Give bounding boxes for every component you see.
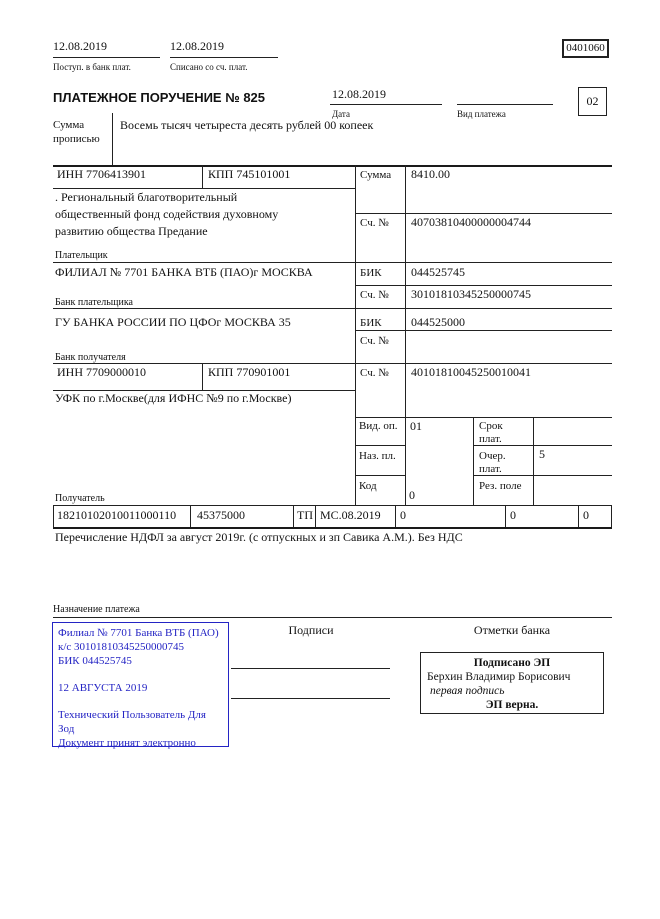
tax-basis: ТП: [297, 508, 313, 522]
sum-label: Сумма: [360, 169, 392, 181]
divider-line: [53, 262, 612, 263]
esign-title: Подписано ЭП: [473, 657, 551, 669]
divider-line: [53, 363, 612, 364]
divider-line: [405, 165, 406, 505]
tax-type: 0: [583, 508, 589, 522]
payer-bank-bik: 044525745: [411, 265, 465, 279]
payee-inn: ИНН 7709000010: [57, 365, 146, 379]
divider-line: [315, 505, 316, 527]
divider-line: [202, 165, 203, 188]
divider-line: [355, 285, 612, 286]
sum-value: 8410.00: [411, 167, 450, 181]
stamp-accepted: Документ принят электронно: [58, 737, 196, 749]
rez-pole-label: Рез. поле: [479, 480, 522, 492]
payer-account-label: Сч. №: [360, 217, 389, 229]
divider-line: [53, 617, 612, 618]
stamp-bik: БИК 044525745: [58, 655, 132, 667]
amount-words-label: Сумма прописью: [53, 119, 100, 145]
bank-marks-label: Отметки банка: [473, 623, 551, 637]
purpose-text: Перечисление НДФЛ за август 2019г. (с отпускных и зп Савика А.М.). Без НДС: [55, 530, 463, 544]
divider-line: [355, 213, 612, 214]
divider-line: [355, 475, 405, 476]
payer-bank-label: Банк плательщика: [55, 297, 133, 308]
debited-date: 12.08.2019: [170, 39, 224, 53]
esign-name: Берхин Владимир Борисович: [427, 671, 571, 683]
divider-line: [395, 505, 396, 527]
payee-bank-bik: 044525000: [411, 315, 465, 329]
payer-inn: ИНН 7706413901: [57, 167, 146, 181]
stamp-bank-name: Филиал № 7701 Банка ВТБ (ПАО): [58, 627, 219, 639]
payer-name-line: общественный фонд содействия духовному: [55, 207, 279, 221]
payer-label: Плательщик: [55, 250, 108, 261]
payee-bank-name: ГУ БАНКА РОССИИ ПО ЦФОг МОСКВА 35: [55, 315, 291, 329]
form-code: 0401060: [566, 42, 605, 54]
esign-verified: ЭП верна.: [485, 699, 539, 711]
divider-line: [53, 505, 54, 527]
divider-line: [355, 445, 405, 446]
purpose-label: Назначение платежа: [53, 604, 140, 615]
divider-line: [473, 417, 474, 505]
ocher-plat-value: 5: [539, 447, 545, 461]
signature-line: [231, 698, 390, 699]
divider-line: [505, 505, 506, 527]
stamp-user-line: Технический Пользователь Для: [58, 709, 206, 721]
signatures-label: Подписи: [288, 623, 334, 637]
page-title: ПЛАТЕЖНОЕ ПОРУЧЕНИЕ № 825: [53, 90, 266, 105]
divider-line: [457, 104, 553, 105]
srok-plat-label: Срок плат.: [479, 420, 503, 445]
esign-box: [420, 652, 604, 714]
tax-doc-date: 0: [510, 508, 516, 522]
date-label: Дата: [332, 109, 350, 119]
form-code-box: [562, 39, 609, 58]
divider-line: [578, 505, 579, 527]
stamp-date: 12 АВГУСТА 2019: [58, 682, 148, 694]
divider-line: [190, 505, 191, 527]
divider-line: [611, 505, 612, 527]
tax-period: МС.08.2019: [320, 508, 381, 522]
payer-bank-account: 30101810345250000745: [411, 287, 531, 301]
bank-stamp: [52, 622, 229, 747]
debited-date-label: Списано со сч. плат.: [170, 62, 248, 72]
received-date: 12.08.2019: [53, 39, 107, 53]
payer-kpp: КПП 745101001: [208, 167, 291, 181]
tax-doc-num: 0: [400, 508, 406, 522]
divider-line: [53, 505, 612, 506]
divider-line: [355, 165, 356, 505]
status-code: 02: [586, 94, 599, 108]
document-date: 12.08.2019: [332, 87, 386, 101]
payee-label: Получатель: [55, 493, 105, 504]
divider-line: [53, 57, 160, 58]
ocher-plat-label: Очер. плат.: [479, 450, 506, 475]
divider-line: [53, 188, 355, 189]
payee-bank-bik-label: БИК: [360, 317, 382, 329]
payer-account: 40703810400000004744: [411, 215, 531, 229]
tax-kbk: 18210102010011000110: [57, 508, 177, 522]
kod-value: 0: [409, 488, 415, 502]
payer-bank-account-label: Сч. №: [360, 289, 389, 301]
kod-label: Код: [359, 480, 377, 492]
payee-bank-label: Банк получателя: [55, 352, 126, 363]
payer-bank-bik-label: БИК: [360, 267, 382, 279]
received-date-label: Поступ. в банк плат.: [53, 62, 131, 72]
amount-words-value: Восемь тысяч четыреста десять рублей 00 копеек: [120, 118, 374, 132]
divider-line: [53, 308, 612, 309]
divider-line: [293, 505, 294, 527]
naz-pl-label: Наз. пл.: [359, 450, 396, 462]
stamp-user-line: Зод: [58, 723, 75, 735]
stamp-corr-account: к/с 30101810345250000745: [58, 641, 185, 653]
payee-name: УФК по г.Москве(для ИФНС №9 по г.Москве): [55, 391, 292, 405]
signature-line: [231, 668, 390, 669]
payer-name-line: . Региональный благотворительный: [55, 190, 238, 204]
divider-line: [355, 330, 612, 331]
payee-account-label: Сч. №: [360, 367, 389, 379]
payment-type-label: Вид платежа: [457, 109, 506, 119]
divider-line: [533, 417, 534, 505]
esign-signature-type: первая подпись: [430, 685, 505, 697]
divider-line: [112, 113, 113, 165]
payee-bank-account-label: Сч. №: [360, 335, 389, 347]
payer-name-line: развитию общества Предание: [55, 224, 208, 238]
divider-line: [202, 363, 203, 390]
divider-line: [170, 57, 278, 58]
vid-op-label: Вид. оп.: [359, 420, 398, 432]
divider-line: [330, 104, 442, 105]
vid-op-value: 01: [410, 419, 422, 433]
payer-bank-name: ФИЛИАЛ № 7701 БАНКА ВТБ (ПАО)г МОСКВА: [55, 265, 313, 279]
table-bottom-line: [53, 527, 612, 529]
tax-oktmo: 45375000: [197, 508, 245, 522]
divider-line: [355, 417, 612, 418]
payee-account: 40101810045250010041: [411, 365, 531, 379]
status-code-box: [578, 87, 607, 116]
payee-kpp: КПП 770901001: [208, 365, 291, 379]
